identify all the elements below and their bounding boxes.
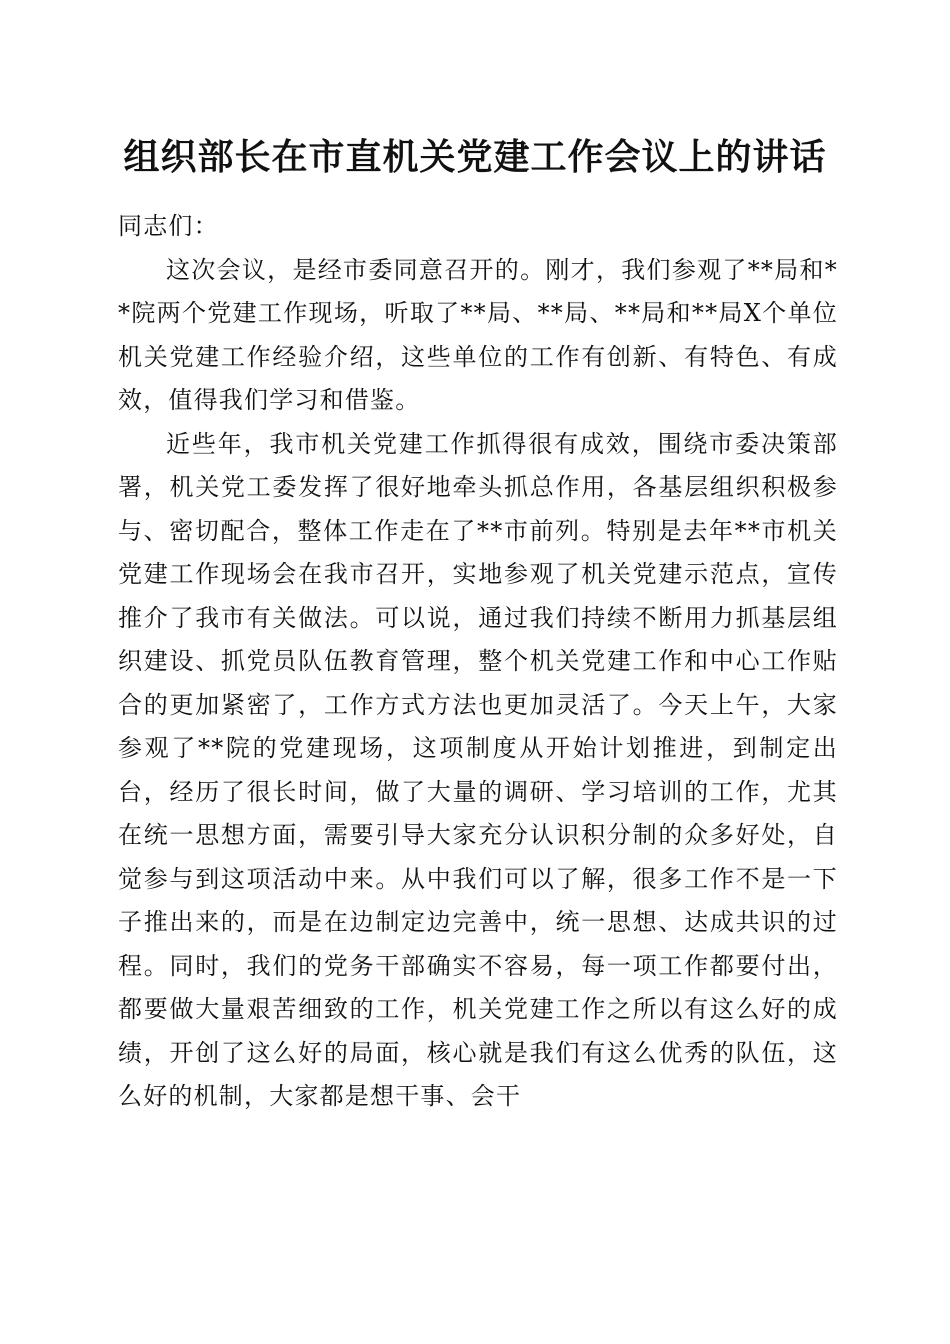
paragraph-2: 近些年，我市机关党建工作抓得很有成效，围绕市委决策部署，机关党工委发挥了很好地牵头抓总作用，各基层组织积极参与、密切配合，整体工作走在了**市前列。特别是去年**市机关党建工作现场会在我市召开，实地参观了机关党建示范点，宣传推介了我市有关做法。可以说，通过我们持续不断用力抓基层组织建设、抓党员队伍教育管理，整个机关党建工作和中心工作贴合的更加紧密了，工作方式方法也更加灵活了。今天上午，大家参观了**院的党建现场，这项制度从开始计划推进，到制定出台，经历了很长时间，做了大量的调研、学习培训的工作，尤其在统一思想方面，需要引导大家充分认识积分制的众多好处，自觉参与到这项活动中来。从中我们可以了解，很多工作不是一下子推出来的，而是在边制定边完善中，统一思想、达成共识的过程。同时，我们的党务干部确实不容易，每一项工作都要付出，都要做大量艰苦细致的工作，机关党建工作之所以有这么好的成绩，开创了这么好的局面，核心就是我们有这么优秀的队伍，这么好的机制，大家都是想干事、会干: [118, 429, 838, 1110]
document-body: [118, 205, 838, 1119]
document-title: 组织部长在市直机关党建工作会议上的讲话: [123, 137, 827, 178]
paragraph-1: 这次会议，是经市委同意召开的。刚才，我们参观了**局和**院两个党建工作现场，听取了**局、**局、**局和**局X个单位机关党建工作经验介绍，这些单位的工作有创新、有特色、有成效，值得我们学习和借鉴。: [118, 255, 838, 414]
salutation: 同志们：: [118, 212, 219, 240]
